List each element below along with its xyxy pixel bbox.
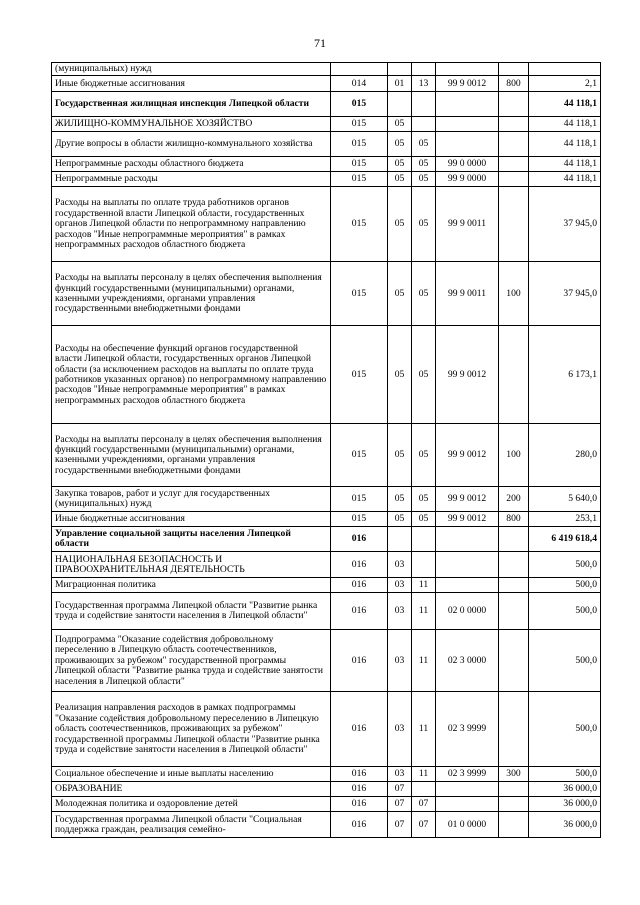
subsection-code-cell — [412, 552, 436, 578]
ministry-code-cell: 014 — [331, 76, 388, 92]
subsection-code-cell: 11 — [412, 630, 436, 692]
table-row — [52, 424, 601, 487]
expense-type-cell — [499, 92, 529, 117]
section-code-cell: 05 — [388, 326, 412, 424]
section-code-cell: 03 — [388, 578, 412, 593]
row-name-cell: Иные бюджетные ассигнования — [52, 76, 331, 92]
amount-cell: 5 640,0 — [529, 487, 601, 512]
row-name-cell: Государственная программа Липецкой области "Социальная поддержка граждан, реализация семейно- — [52, 812, 331, 838]
section-code-cell: 07 — [388, 812, 412, 838]
amount-cell: 253,1 — [529, 512, 601, 527]
expense-type-cell — [499, 326, 529, 424]
table-row — [52, 593, 601, 630]
budget-table — [51, 62, 601, 838]
table-row — [52, 117, 601, 132]
section-code-cell: 05 — [388, 512, 412, 527]
amount-cell: 2,1 — [529, 76, 601, 92]
target-article-cell — [436, 578, 499, 593]
row-name-cell: Управление социальной защиты населения Липецкой области — [52, 527, 331, 552]
table-row — [52, 692, 601, 767]
expense-type-cell — [499, 552, 529, 578]
ministry-code-cell: 016 — [331, 552, 388, 578]
table-row — [52, 92, 601, 117]
target-article-cell — [436, 552, 499, 578]
expense-type-cell — [499, 593, 529, 630]
expense-type-cell: 800 — [499, 76, 529, 92]
ministry-code-cell: 016 — [331, 527, 388, 552]
row-name-cell: Подпрограмма "Оказание содействия добровольному переселению в Липецкую область соотечественников, проживающих за рубежом" государственной программы Липецкой области "Развитие рынка труда и содействие занятости населения в Липецкой области" — [52, 630, 331, 692]
table-row — [52, 132, 601, 157]
amount-cell: 44 118,1 — [529, 172, 601, 187]
ministry-code-cell — [331, 63, 388, 76]
section-code-cell: 03 — [388, 767, 412, 782]
target-article-cell: 99 9 0012 — [436, 326, 499, 424]
target-article-cell: 01 0 0000 — [436, 812, 499, 838]
subsection-code-cell — [412, 63, 436, 76]
table-row — [52, 630, 601, 692]
budget-table-body — [52, 63, 601, 838]
amount-cell: 44 118,1 — [529, 117, 601, 132]
row-name-cell: Миграционная политика — [52, 578, 331, 593]
subsection-code-cell: 11 — [412, 578, 436, 593]
amount-cell: 36 000,0 — [529, 812, 601, 838]
target-article-cell: 99 9 0012 — [436, 487, 499, 512]
row-name-cell: Закупка товаров, работ и услуг для государственных (муниципальных) нужд — [52, 487, 331, 512]
table-row — [52, 512, 601, 527]
expense-type-cell — [499, 630, 529, 692]
row-name-cell: Молодежная политика и оздоровление детей — [52, 797, 331, 812]
ministry-code-cell: 015 — [331, 92, 388, 117]
target-article-cell: 02 0 0000 — [436, 593, 499, 630]
row-name-cell: Расходы на выплаты по оплате труда работников органов государственной власти Липецкой области, государственных органов Липецкой области по непрограммному направлению расходов "Иные непрограммные мероприятия" в рамках непрограммных расходов областного бюджета — [52, 187, 331, 262]
subsection-code-cell: 07 — [412, 797, 436, 812]
subsection-code-cell: 11 — [412, 692, 436, 767]
amount-cell: 500,0 — [529, 578, 601, 593]
target-article-cell: 99 9 0011 — [436, 262, 499, 326]
row-name-cell: Иные бюджетные ассигнования — [52, 512, 331, 527]
section-code-cell: 05 — [388, 424, 412, 487]
expense-type-cell — [499, 812, 529, 838]
expense-type-cell — [499, 63, 529, 76]
amount-cell: 500,0 — [529, 692, 601, 767]
expense-type-cell — [499, 797, 529, 812]
table-row — [52, 578, 601, 593]
row-name-cell: Государственная программа Липецкой области "Развитие рынка труда и содействие занятости населения в Липецкой области" — [52, 593, 331, 630]
amount-cell: 6 173,1 — [529, 326, 601, 424]
target-article-cell: 99 0 0000 — [436, 157, 499, 172]
table-row — [52, 487, 601, 512]
section-code-cell: 03 — [388, 692, 412, 767]
subsection-code-cell: 05 — [412, 512, 436, 527]
subsection-code-cell — [412, 117, 436, 132]
ministry-code-cell: 015 — [331, 157, 388, 172]
expense-type-cell — [499, 117, 529, 132]
row-name-cell: Непрограммные расходы областного бюджета — [52, 157, 331, 172]
section-code-cell: 03 — [388, 593, 412, 630]
subsection-code-cell: 05 — [412, 187, 436, 262]
row-name-cell: Непрограммные расходы — [52, 172, 331, 187]
subsection-code-cell: 05 — [412, 157, 436, 172]
subsection-code-cell: 05 — [412, 424, 436, 487]
section-code-cell: 03 — [388, 630, 412, 692]
expense-type-cell: 300 — [499, 767, 529, 782]
row-name-cell: Реализация направления расходов в рамках подпрограммы "Оказание содействия добровольному переселению в Липецкую область соотечественников, проживающих за рубежом" государственной программы Липецкой области "Развитие рынка труда и содействие занятости населения в Липецкой области" — [52, 692, 331, 767]
row-name-cell: Другие вопросы в области жилищно-коммунального хозяйства — [52, 132, 331, 157]
section-code-cell: 07 — [388, 782, 412, 797]
expense-type-cell: 200 — [499, 487, 529, 512]
expense-type-cell — [499, 132, 529, 157]
expense-type-cell — [499, 578, 529, 593]
table-row — [52, 187, 601, 262]
row-name-cell: Расходы на обеспечение функций органов государственной власти Липецкой области, государственных органов Липецкой области (за исключением расходов на выплаты по оплате труда работников указанных органов) по непрограммному направлению расходов "Иные непрограммные мероприятия" в рамках непрограммных расходов областного бюджета — [52, 326, 331, 424]
table-row — [52, 172, 601, 187]
row-name-cell: Расходы на выплаты персоналу в целях обеспечения выполнения функций государственными (муниципальными) органами, казенными учреждениями, органами управления государственными внебюджетными фондами — [52, 424, 331, 487]
subsection-code-cell — [412, 92, 436, 117]
section-code-cell: 05 — [388, 262, 412, 326]
target-article-cell — [436, 797, 499, 812]
ministry-code-cell: 015 — [331, 187, 388, 262]
expense-type-cell — [499, 527, 529, 552]
amount-cell: 37 945,0 — [529, 262, 601, 326]
ministry-code-cell: 015 — [331, 117, 388, 132]
section-code-cell: 05 — [388, 172, 412, 187]
table-row — [52, 157, 601, 172]
target-article-cell — [436, 132, 499, 157]
expense-type-cell — [499, 692, 529, 767]
section-code-cell — [388, 63, 412, 76]
subsection-code-cell: 11 — [412, 593, 436, 630]
section-code-cell: 01 — [388, 76, 412, 92]
target-article-cell: 02 3 9999 — [436, 692, 499, 767]
table-row — [52, 326, 601, 424]
target-article-cell: 99 9 0012 — [436, 424, 499, 487]
ministry-code-cell: 016 — [331, 812, 388, 838]
amount-cell: 44 118,1 — [529, 132, 601, 157]
row-name-cell: НАЦИОНАЛЬНАЯ БЕЗОПАСНОСТЬ И ПРАВООХРАНИТЕЛЬНАЯ ДЕЯТЕЛЬНОСТЬ — [52, 552, 331, 578]
amount-cell: 500,0 — [529, 767, 601, 782]
expense-type-cell — [499, 157, 529, 172]
subsection-code-cell: 13 — [412, 76, 436, 92]
section-code-cell: 05 — [388, 157, 412, 172]
subsection-code-cell: 11 — [412, 767, 436, 782]
target-article-cell: 02 3 9999 — [436, 767, 499, 782]
section-code-cell: 03 — [388, 552, 412, 578]
ministry-code-cell: 015 — [331, 487, 388, 512]
ministry-code-cell: 015 — [331, 132, 388, 157]
expense-type-cell: 100 — [499, 424, 529, 487]
target-article-cell: 99 9 0012 — [436, 512, 499, 527]
table-row — [52, 812, 601, 838]
amount-cell: 500,0 — [529, 552, 601, 578]
target-article-cell: 99 9 0012 — [436, 76, 499, 92]
ministry-code-cell: 016 — [331, 630, 388, 692]
section-code-cell: 07 — [388, 797, 412, 812]
section-code-cell: 05 — [388, 117, 412, 132]
table-row — [52, 782, 601, 797]
target-article-cell: 02 3 0000 — [436, 630, 499, 692]
ministry-code-cell: 015 — [331, 326, 388, 424]
subsection-code-cell: 07 — [412, 812, 436, 838]
row-name-cell: ОБРАЗОВАНИЕ — [52, 782, 331, 797]
row-name-cell: (муниципальных) нужд — [52, 63, 331, 76]
table-row — [52, 262, 601, 326]
amount-cell: 500,0 — [529, 630, 601, 692]
target-article-cell — [436, 117, 499, 132]
subsection-code-cell: 05 — [412, 132, 436, 157]
amount-cell — [529, 63, 601, 76]
amount-cell: 44 118,1 — [529, 157, 601, 172]
row-name-cell: Государственная жилищная инспекция Липецкой области — [52, 92, 331, 117]
section-code-cell — [388, 92, 412, 117]
ministry-code-cell: 016 — [331, 578, 388, 593]
table-row — [52, 76, 601, 92]
subsection-code-cell: 05 — [412, 172, 436, 187]
amount-cell: 500,0 — [529, 593, 601, 630]
ministry-code-cell: 015 — [331, 512, 388, 527]
subsection-code-cell: 05 — [412, 326, 436, 424]
ministry-code-cell: 016 — [331, 767, 388, 782]
section-code-cell — [388, 527, 412, 552]
subsection-code-cell — [412, 527, 436, 552]
section-code-cell: 05 — [388, 187, 412, 262]
target-article-cell — [436, 92, 499, 117]
amount-cell: 37 945,0 — [529, 187, 601, 262]
page-number: 71 — [314, 36, 326, 50]
subsection-code-cell: 05 — [412, 487, 436, 512]
table-row — [52, 797, 601, 812]
target-article-cell: 99 9 0000 — [436, 172, 499, 187]
ministry-code-cell: 015 — [331, 424, 388, 487]
table-row — [52, 552, 601, 578]
expense-type-cell: 800 — [499, 512, 529, 527]
ministry-code-cell: 016 — [331, 797, 388, 812]
ministry-code-cell: 015 — [331, 172, 388, 187]
expense-type-cell: 100 — [499, 262, 529, 326]
amount-cell: 44 118,1 — [529, 92, 601, 117]
target-article-cell: 99 9 0011 — [436, 187, 499, 262]
target-article-cell — [436, 63, 499, 76]
expense-type-cell — [499, 782, 529, 797]
row-name-cell: Социальное обеспечение и иные выплаты населению — [52, 767, 331, 782]
amount-cell: 6 419 618,4 — [529, 527, 601, 552]
ministry-code-cell: 016 — [331, 593, 388, 630]
ministry-code-cell: 015 — [331, 262, 388, 326]
subsection-code-cell — [412, 782, 436, 797]
target-article-cell — [436, 782, 499, 797]
ministry-code-cell: 016 — [331, 692, 388, 767]
expense-type-cell — [499, 187, 529, 262]
amount-cell: 280,0 — [529, 424, 601, 487]
row-name-cell: ЖИЛИЩНО-КОММУНАЛЬНОЕ ХОЗЯЙСТВО — [52, 117, 331, 132]
amount-cell: 36 000,0 — [529, 782, 601, 797]
table-row — [52, 527, 601, 552]
ministry-code-cell: 016 — [331, 782, 388, 797]
table-row — [52, 767, 601, 782]
subsection-code-cell: 05 — [412, 262, 436, 326]
row-name-cell: Расходы на выплаты персоналу в целях обеспечения выполнения функций государственными (муниципальными) органами, казенными учреждениями, органами управления государственными внебюджетными фондами — [52, 262, 331, 326]
section-code-cell: 05 — [388, 487, 412, 512]
table-row — [52, 63, 601, 76]
expense-type-cell — [499, 172, 529, 187]
amount-cell: 36 000,0 — [529, 797, 601, 812]
target-article-cell — [436, 527, 499, 552]
section-code-cell: 05 — [388, 132, 412, 157]
